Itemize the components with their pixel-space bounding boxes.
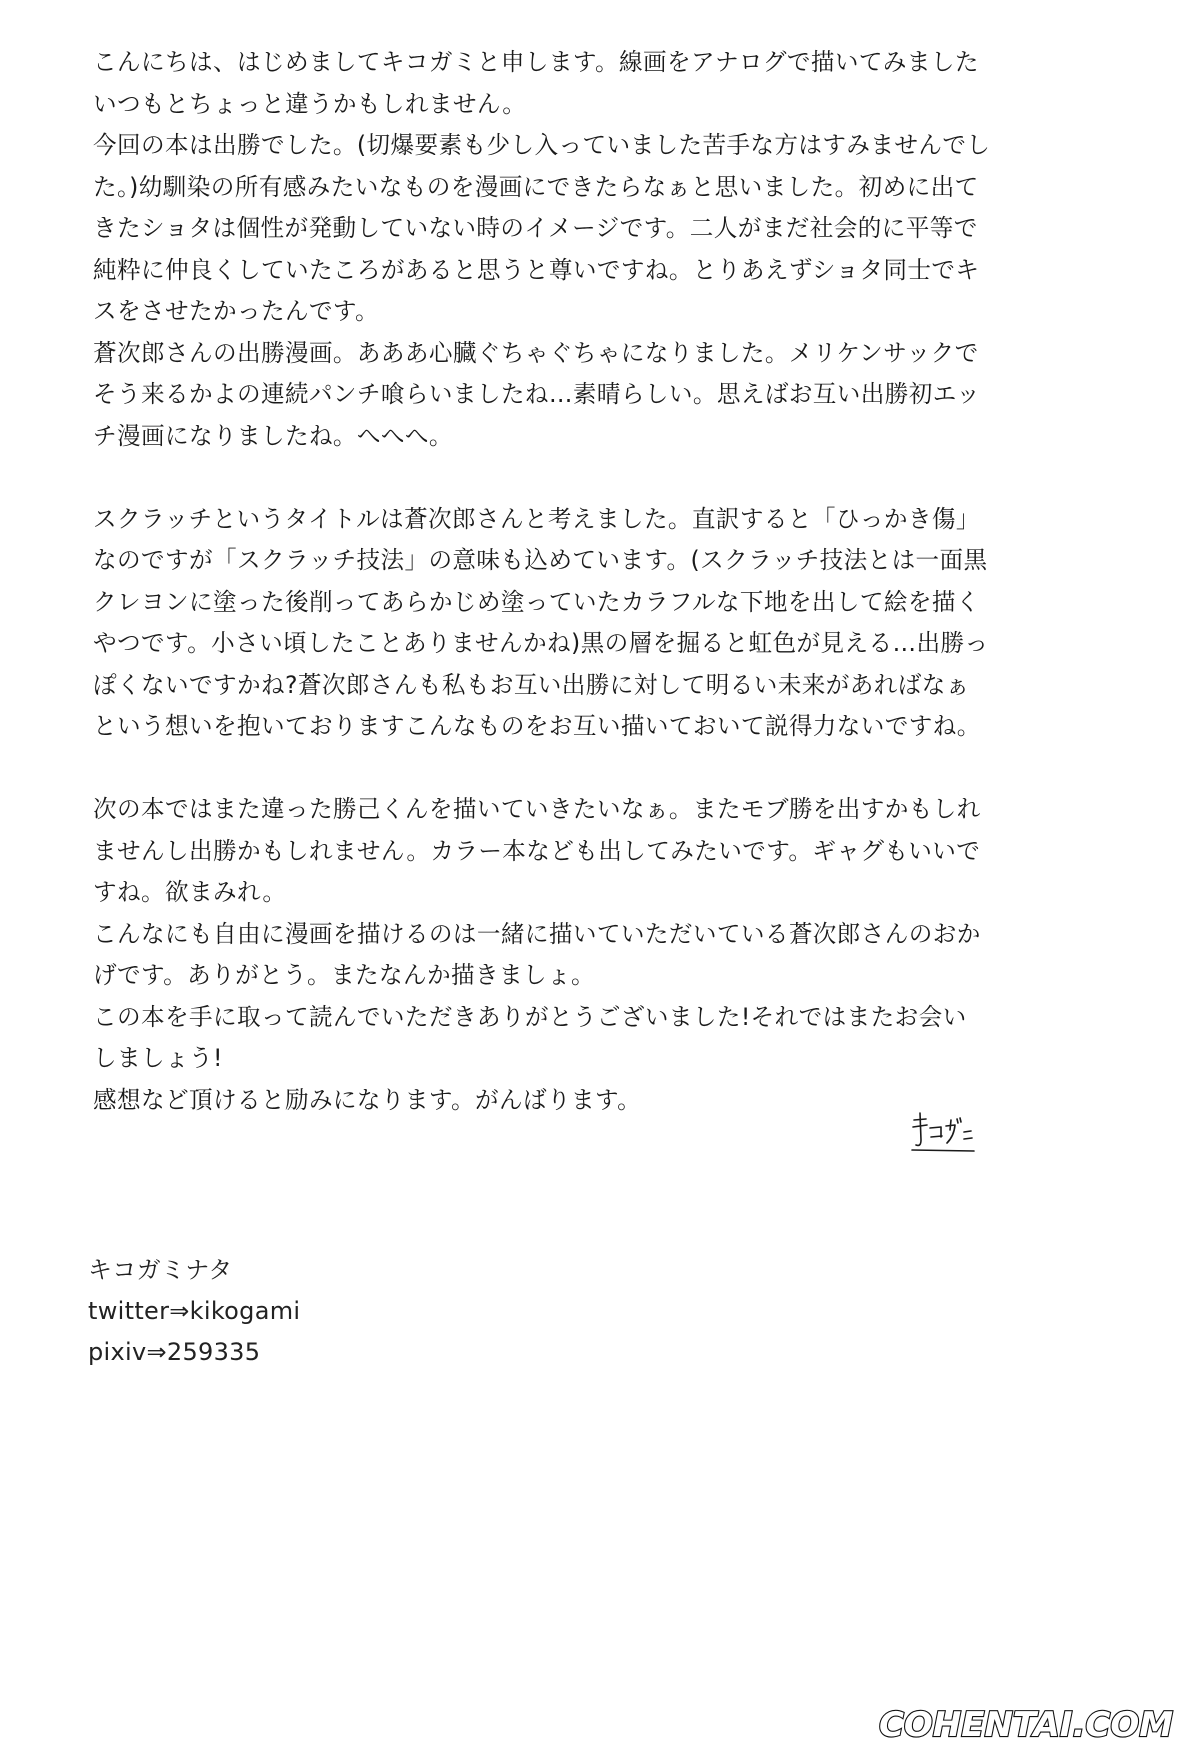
- text-line: すね。欲まみれ。: [93, 878, 287, 906]
- text-line: やつです。小さい頃したことありませんかね)黒の層を掘ると虹色が見える…出勝っ: [93, 629, 989, 657]
- text-line: きたショタは個性が発動していない時のイメージです。二人がまだ社会的に平等で: [93, 214, 978, 242]
- text-line: ませんし出勝かもしれません。カラー本なども出してみたいです。ギャグもいいで: [93, 836, 981, 865]
- text-line: こんにちは、はじめましてキコガミと申します。線画をアナログで描いてみました: [93, 48, 979, 76]
- text-line: そう来るかよの連続パンチ喰らいましたね…素晴らしい。思えばお互い出勝初エッ: [93, 380, 981, 408]
- text-line: この本を手に取って読んでいただきありがとうございました!それではまたお会い: [93, 1002, 967, 1031]
- text-line: スクラッチというタイトルは蒼次郎さんと考えました。直訳すると「ひっかき傷」: [93, 504, 980, 533]
- text-line: チ漫画になりましたね。へへへ。: [93, 421, 453, 450]
- text-line: 感想など頂けると励みになります。がんばります。: [93, 1085, 642, 1114]
- pixiv-id: pixiv⇒259335: [88, 1338, 261, 1366]
- watermark-text: COHENTAI.COM: [878, 1705, 1174, 1745]
- text-line: 今回の本は出勝でした。(切爆要素も少し入っていました苦手な方はすみませんでし: [93, 131, 991, 159]
- text-line: 次の本ではまた違った勝己くんを描いていきたいなぁ。またモブ勝を出すかもしれ: [93, 795, 981, 823]
- text-line: なのですが「スクラッチ技法」の意味も込めています。(スクラッチ技法とは一面黒: [93, 546, 988, 574]
- paragraph-gap: [93, 748, 1103, 790]
- text-line: げです。ありがとう。またなんか描きましょ。: [93, 961, 595, 989]
- text-line: スをさせたかったんです。: [93, 297, 380, 325]
- text-line: た。)幼馴染の所有感みたいなものを漫画にできたらなぁと思いました。初めに出て: [93, 172, 979, 201]
- twitter-handle: twitter⇒kikogami: [88, 1297, 301, 1325]
- text-line: しましょう!: [93, 1044, 223, 1072]
- author-credits: [88, 1250, 300, 1373]
- afterword-text: [93, 42, 1103, 1121]
- text-line: クレヨンに塗った後削ってあらかじめ塗っていたカラフルな下地を出して絵を描く: [93, 587, 980, 616]
- paragraph-gap: [93, 457, 1103, 499]
- text-line: ぽくないですかね?蒼次郎さんも私もお互い出勝に対して明るい未来があればなぁ: [93, 670, 970, 699]
- text-line: 蒼次郎さんの出勝漫画。あああ心臓ぐちゃぐちゃになりました。メリケンサックで: [93, 338, 979, 367]
- text-line: いつもとちょっと違うかもしれません。: [93, 89, 527, 118]
- site-watermark: [876, 1698, 1176, 1750]
- handwritten-signature: [908, 1110, 978, 1160]
- text-line: という想いを抱いておりますこんなものをお互い描いておいて説得力ないですね。: [93, 712, 981, 740]
- text-line: 純粋に仲良くしていたころがあると思うと尊いですね。とりあえずショタ同士でキ: [93, 255, 980, 284]
- text-line: こんなにも自由に漫画を描けるのは一緒に描いていただいている蒼次郎さんのおか: [93, 919, 981, 948]
- author-name: キコガミナタ: [88, 1256, 233, 1284]
